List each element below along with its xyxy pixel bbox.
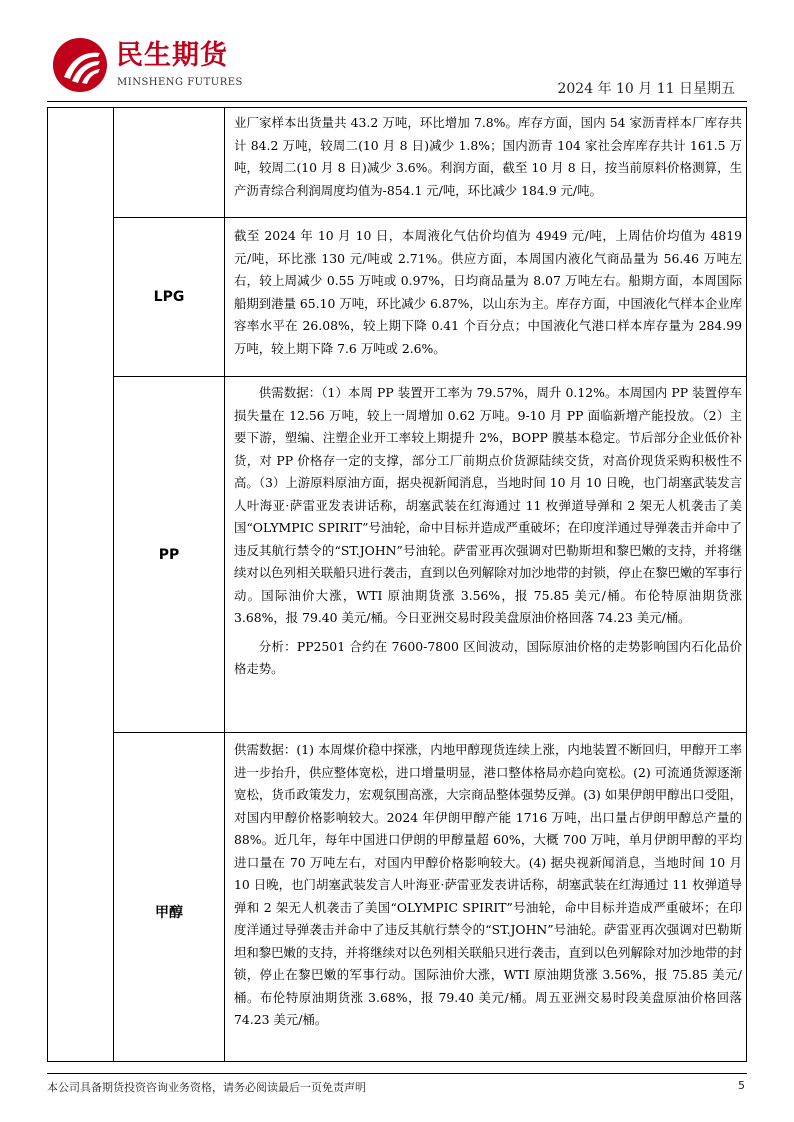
row-text-asphalt xyxy=(234,112,742,202)
footer-divider xyxy=(47,1073,747,1074)
row-label-methanol: 甲醇 xyxy=(114,733,225,1061)
table-row-lpg xyxy=(114,218,746,377)
brand-name-cn: 民生期货 xyxy=(116,40,228,71)
pp-analysis-paragraph: 分析：PP2501 合约在 7600-7800 区间波动，国际原油价格的走势影响国内石化品价格走势。 xyxy=(234,638,742,676)
page-header xyxy=(0,0,794,105)
table-row-asphalt xyxy=(114,108,746,218)
footer-disclaimer: 本公司具备期货投资咨询业务资格，请务必阅读最后一页免责声明 xyxy=(47,1081,366,1094)
row-label-pp: PP xyxy=(114,377,225,732)
row-text-pp xyxy=(234,382,742,681)
header-divider xyxy=(47,101,747,102)
row-label-lpg: LPG xyxy=(114,218,225,376)
row-text-methanol xyxy=(234,739,742,1032)
asphalt-paragraph: 业厂家样本出货量共 43.2 万吨，环比增加 7.8%。库存方面，国内 54 家沥青样本厂库存共计 84.2 万吨，较周二(10 月 8 日)减少 1.8%；国内沥青 104 家社会库库存共计 161.5 万吨，较周二(10 月 8 日)减少 3.6%。利润方面，截至 10 月 8 日，按当前原料价格测算，生产沥青综合利润周度均值为-854.1 元/吨，环比减少 184.9 元/吨。 xyxy=(234,115,742,198)
table-row-methanol xyxy=(114,733,746,1061)
report-table xyxy=(47,107,747,1062)
table-row-pp xyxy=(114,377,746,733)
row-text-lpg xyxy=(234,225,742,360)
minsheng-logo-icon xyxy=(52,37,108,93)
methanol-paragraph: 供需数据：(1) 本周煤价稳中探涨，内地甲醇现货连续上涨，内地装置不断回归，甲醇开工率进一步抬升，供应整体宽松，进口增量明显，港口整体格局亦趋向宽松。(2) 可流通货源逐渐宽松，货币政策发力，宏观氛围高涨，大宗商品整体强势反弹。(3) 如果伊朗甲醇出口受阻，对国内甲醇价格影响较大。2024 年伊朗甲醇产能 1716 万吨，出口量占伊朗甲醇总产量的 88%。近几年，每年中国进口伊朗的甲醇量超 60%，大概 700 万吨，单月伊朗甲醇的平均进口量在 70 万吨左右，对国内甲醇价格影响较大。(4) 据央视新闻消息，当地时间 10 月 10 日晚，也门胡塞武装发言人叶海亚·萨雷亚发表讲话称，胡塞武装在红海通过 11 枚弹道导弹和 2 架无人机袭击了美国“OLYMPIC SPIRIT”号油轮，命中目标并造成严重破坏；在印度洋通过导弹袭击并命中了违反其航行禁令的“ST.JOHN”号油轮。萨雷亚再次强调对巴勒斯坦和黎巴嫩的支持，并将继续对以色列相关联船只进行袭击，直到以色列解除对加沙地带的封锁，停止在黎巴嫩的军事行动。国际油价大涨，WTI 原油期货涨 3.56%，报 75.85 美元/桶。布伦特原油期货涨 3.68%，报 79.40 美元/桶。周五亚洲交易时段美盘原油价格回落 74.23 美元/桶。 xyxy=(234,742,743,1027)
page-number: 5 xyxy=(738,1079,745,1092)
lpg-paragraph: 截至 2024 年 10 月 10 日，本周液化气估价均值为 4949 元/吨，上周估价均值为 4819 元/吨，环比涨 130 元/吨或 2.71%。供应方面，本周国内液化气商品量为 56.46 万吨左右，较上周减少 0.55 万吨或 0.97%，日均商品量为 8.07 万吨左右。船期方面，本周国际船期到港量 65.10 万吨，环比减少 6.87%，以山东为主。库存方面，中国液化气样本企业库容率水平在 26.08%，较上期下降 0.41 个百分点；中国液化气港口样本库存量为 284.99 万吨，较上期下降 7.6 万吨或 2.6%。 xyxy=(234,228,742,356)
section-column xyxy=(48,108,114,1061)
row-label-asphalt xyxy=(114,108,225,217)
report-date: 2024 年 10 月 11 日星期五 xyxy=(557,81,735,97)
brand-name-en: MINSHENG FUTURES xyxy=(117,77,243,88)
pp-supply-paragraph: 供需数据：（1）本周 PP 装置开工率为 79.57%，周升 0.12%。本周国内 PP 装置停车损失量在 12.56 万吨，较上一周增加 0.62 万吨。9-10 月 PP 面临新增产能投放。（2）主要下游，塑编、注塑企业开工率较上期提升 2%，BOPP 膜基本稳定。节后部分企业低价补货，对 PP 价格存一定的支撑，部分工厂前期点价货源陆续交货，对高价现货采购积极性不高。（3）上游原料原油方面，据央视新闻消息，当地时间 10 月 10 日晚，也门胡塞武装发言人叶海亚·萨雷亚发表讲话称，胡塞武装在红海通过 11 枚弹道导弹和 2 架无人机袭击了美国“OLYMPIC SPIRIT”号油轮，命中目标并造成严重破坏；在印度洋通过导弹袭击并命中了违反其航行禁令的“ST.JOHN”号油轮。萨雷亚再次强调对巴勒斯坦和黎巴嫩的支持，并将继续对以色列相关联船只进行袭击，直到以色列解除对加沙地带的封锁，停止在黎巴嫩的军事行动。国际油价大涨，WTI 原油期货涨 3.56%，报 75.85 美元/桶。布伦特原油期货涨 3.68%，报 79.40 美元/桶。今日亚洲交易时段美盘原油价格回落 74.23 美元/桶。 xyxy=(234,385,743,625)
